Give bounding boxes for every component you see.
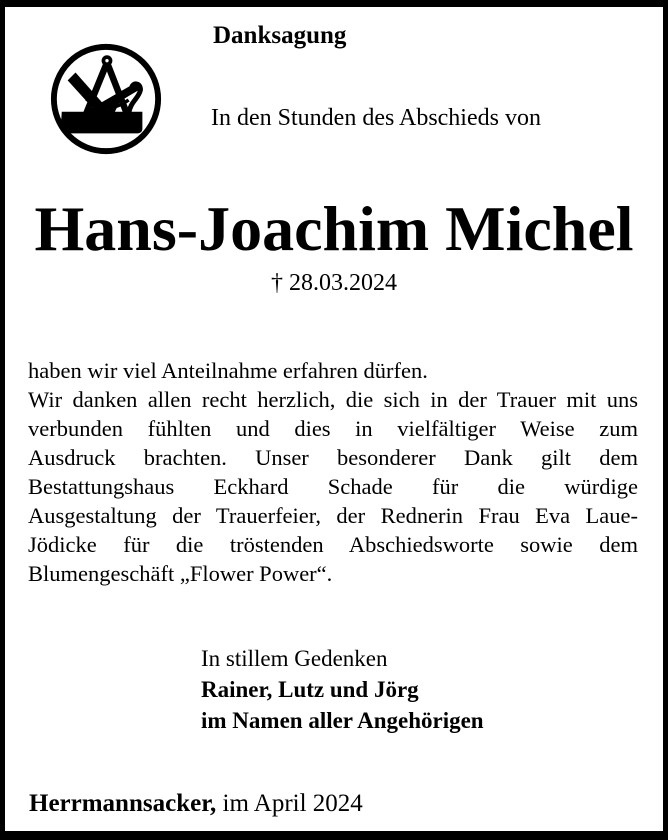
body-text <box>28 356 638 588</box>
footer-place: Herrmannsacker, <box>29 790 217 817</box>
body-line: Bestattungshaus Eckhard Schade für die würdige <box>28 474 638 499</box>
body-line: verbunden fühlten und dies in vielfältiger Weise zum <box>28 416 638 441</box>
intro-line: In den Stunden des Abschieds von <box>211 105 541 131</box>
body-line: Ausgestaltung der Trauerfeier, der Rednerin Frau Eva Laue- <box>28 503 638 528</box>
memorial-mourners: Rainer, Lutz und Jörg <box>201 677 419 702</box>
body-line: Blumengeschäft „Flower Power“. <box>28 561 333 586</box>
body-line: Ausdruck brachten. Unser besonderer Dank gilt dem <box>28 445 638 470</box>
memorial-on-behalf: im Namen aller Angehörigen <box>201 708 484 733</box>
body-line: Wir danken allen recht herzlich, die sich in der Trauer mit uns <box>28 387 638 412</box>
footer-date: im April 2024 <box>222 790 363 817</box>
body-line: haben wir viel Anteilnahme erfahren dürfen. <box>28 358 428 383</box>
memorial-block <box>201 643 484 736</box>
memorial-intro: In stillem Gedenken <box>201 646 388 671</box>
deceased-name: Hans-Joachim Michel <box>34 193 634 264</box>
notice-type-heading: Danksagung <box>213 22 347 49</box>
footer-line <box>29 789 363 819</box>
death-date: † 28.03.2024 <box>271 270 397 296</box>
body-line: Jödicke für die tröstenden Abschiedsworte sowie dem <box>28 532 638 557</box>
carpenter-guild-logo-icon <box>47 40 165 158</box>
